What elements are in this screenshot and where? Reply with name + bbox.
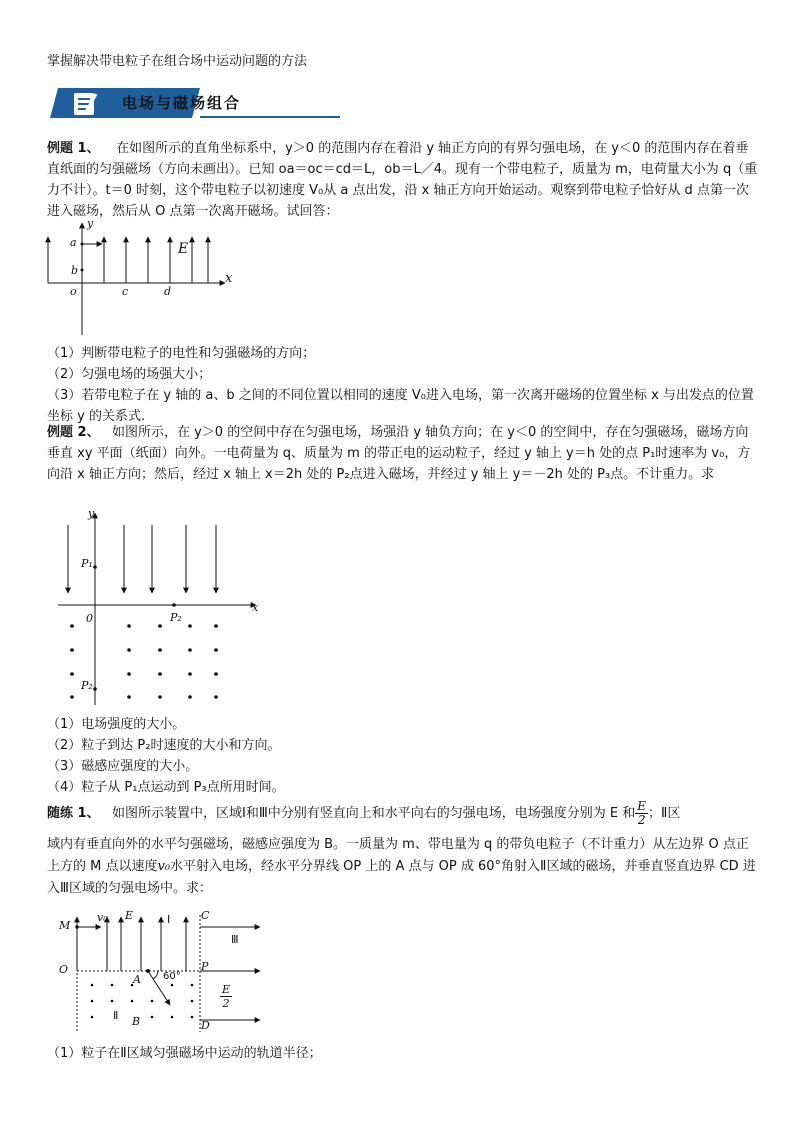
fig3-label-C: C	[201, 909, 210, 922]
example2-label: 例题 2、	[47, 425, 100, 440]
fig1-label-E: E	[178, 241, 189, 257]
fig2-label-y: y	[88, 507, 95, 520]
practice1-text-before: 如图所示装置中，区域Ⅰ和Ⅲ中分别有竖直向上和水平向右的匀强电场，电场强度分别为 E 和	[111, 806, 636, 821]
practice1-questions	[47, 1043, 759, 1064]
example2-paragraph	[47, 422, 759, 485]
fig3-fraction	[220, 983, 232, 1010]
practice1-text-line2: 域内有垂直向外的水平匀强磁场，磁感应强度为 B。一质量为 m、带电量为 q 的带负电粒子（不计重力）从左边界 O 点正上方的 M 点以速度	[47, 837, 749, 874]
example1-question-3: （3）若带电粒子在 y 轴的 a、b 之间的不同位置以相同的速度 V₀进入电场，第一次离开磁场的位置坐标 x 与出发点的位置坐标 y 的关系式.	[47, 388, 754, 424]
fig1-label-a: a	[70, 236, 77, 249]
example1-question-1: （1）判断带电粒子的电性和匀强磁场的方向；	[47, 346, 316, 361]
example1-question-2: （2）匀强电场的场强大小；	[47, 367, 212, 382]
practice1-text-rest: 水平射入电场，经水平分界线 OP 上的 A 点与 OP 成 60°角射入Ⅱ区域的磁场，并垂直竖直边界 CD 进入Ⅲ区域的匀强电场中。求：	[47, 859, 756, 896]
practice1-text-after-frac: ；Ⅱ区	[648, 806, 681, 821]
practice1-figure	[55, 905, 285, 1035]
practice1-line1	[47, 800, 767, 827]
fig3-label-O: O	[59, 963, 69, 976]
fig1-label-x: x	[225, 271, 233, 286]
example2-question-3: （3）磁感应强度的大小。	[47, 759, 199, 774]
fig3-label-M: M	[59, 919, 71, 932]
section-banner-title: 电场与磁场组合	[122, 94, 242, 112]
fig3-frac-num: E	[222, 983, 231, 996]
notepad-icon	[74, 93, 96, 115]
fig3-label-E: E	[125, 909, 134, 922]
fig3-label-III: Ⅲ	[231, 933, 239, 946]
example2-question-1: （1）电场强度的大小。	[47, 717, 186, 732]
example2-figure	[48, 505, 268, 710]
example2-question-2: （2）粒子到达 P₂时速度的大小和方向。	[47, 738, 281, 753]
practice1-frac-den: 2	[637, 813, 646, 827]
fig1-label-o: o	[70, 285, 77, 298]
example2-questions	[47, 714, 759, 798]
practice1-label: 随练 1、	[47, 806, 100, 821]
fig2-label-o: 0	[86, 612, 93, 625]
fig1-label-c: c	[122, 285, 129, 298]
fig1-label-b: b	[71, 264, 79, 277]
fig2-label-P1: P₁	[81, 557, 93, 570]
fig1-label-d: d	[164, 285, 172, 298]
section-banner	[50, 86, 340, 120]
fig2-label-x: x	[252, 601, 259, 614]
fig1-label-y: y	[87, 217, 94, 230]
example2-question-4: （4）粒子从 P₁点运动到 P₃点所用时间。	[47, 780, 285, 795]
example1-paragraph	[47, 138, 759, 222]
fig3-label-II: Ⅱ	[113, 1009, 119, 1022]
practice1-paragraph	[47, 834, 759, 900]
example2-text: 如图所示，在 y＞0 的空间中存在匀强电场，场强沿 y 轴负方向；在 y＜0 的空间中，存在匀强磁场，磁场方向垂直 xy 平面（纸面）向外。一电荷量为 q、质量为 m 的带正电的运动粒子，经过 y 轴上 y＝h 处的点 P₁时速率为 v₀，方向沿 x 轴正方向；然后，经过 x 轴上 x＝2h 处的 P₂点进入磁场，并经过 y 轴上 y＝－2h 处的 P₃点。不计重力。求	[47, 425, 751, 482]
fig3-label-P: P	[201, 960, 209, 973]
example1-label: 例题 1、	[47, 141, 100, 156]
fig2-label-P3: P₂	[81, 679, 93, 692]
fig3-label-v0: v₀	[97, 911, 108, 924]
fig3-label-D: D	[201, 1019, 210, 1032]
fig3-label-A: A	[133, 973, 141, 986]
fig3-label-angle: 60°	[163, 971, 181, 982]
practice1-v0: v₀	[157, 859, 171, 874]
practice1-question-1: （1）粒子在Ⅱ区域匀强磁场中运动的轨道半径；	[47, 1046, 322, 1061]
practice1-frac-num: E	[637, 799, 647, 813]
fig3-frac-den: 2	[222, 997, 230, 1010]
page-top-title: 掌握解决带电粒子在组合场中运动问题的方法	[47, 54, 308, 69]
fig3-label-B: B	[132, 1015, 141, 1028]
example1-text: 在如图所示的直角坐标系中，y＞0 的范围内存在着沿 y 轴正方向的有界匀强电场，在 y＜0 的范围内存在着垂直纸面的匀强磁场（方向未画出）。已知 oa＝oc＝cd＝L，ob＝L／4。现有一个带电粒子，质量为 m，电荷量大小为 q（重力不计）。t＝0 时刻，这个带电粒子以初速度 V₀从 a 点出发，沿 x 轴正方向开始运动。观察到带电粒子恰好从 d 点第一次进入磁场，然后从 O 点第一次离开磁场。试回答：	[47, 141, 758, 219]
fig2-label-P2: P₂	[170, 611, 182, 624]
practice1-fraction	[635, 800, 648, 827]
example1-figure	[40, 215, 240, 345]
fig3-label-I: Ⅰ	[167, 913, 171, 926]
example1-questions	[47, 343, 759, 427]
